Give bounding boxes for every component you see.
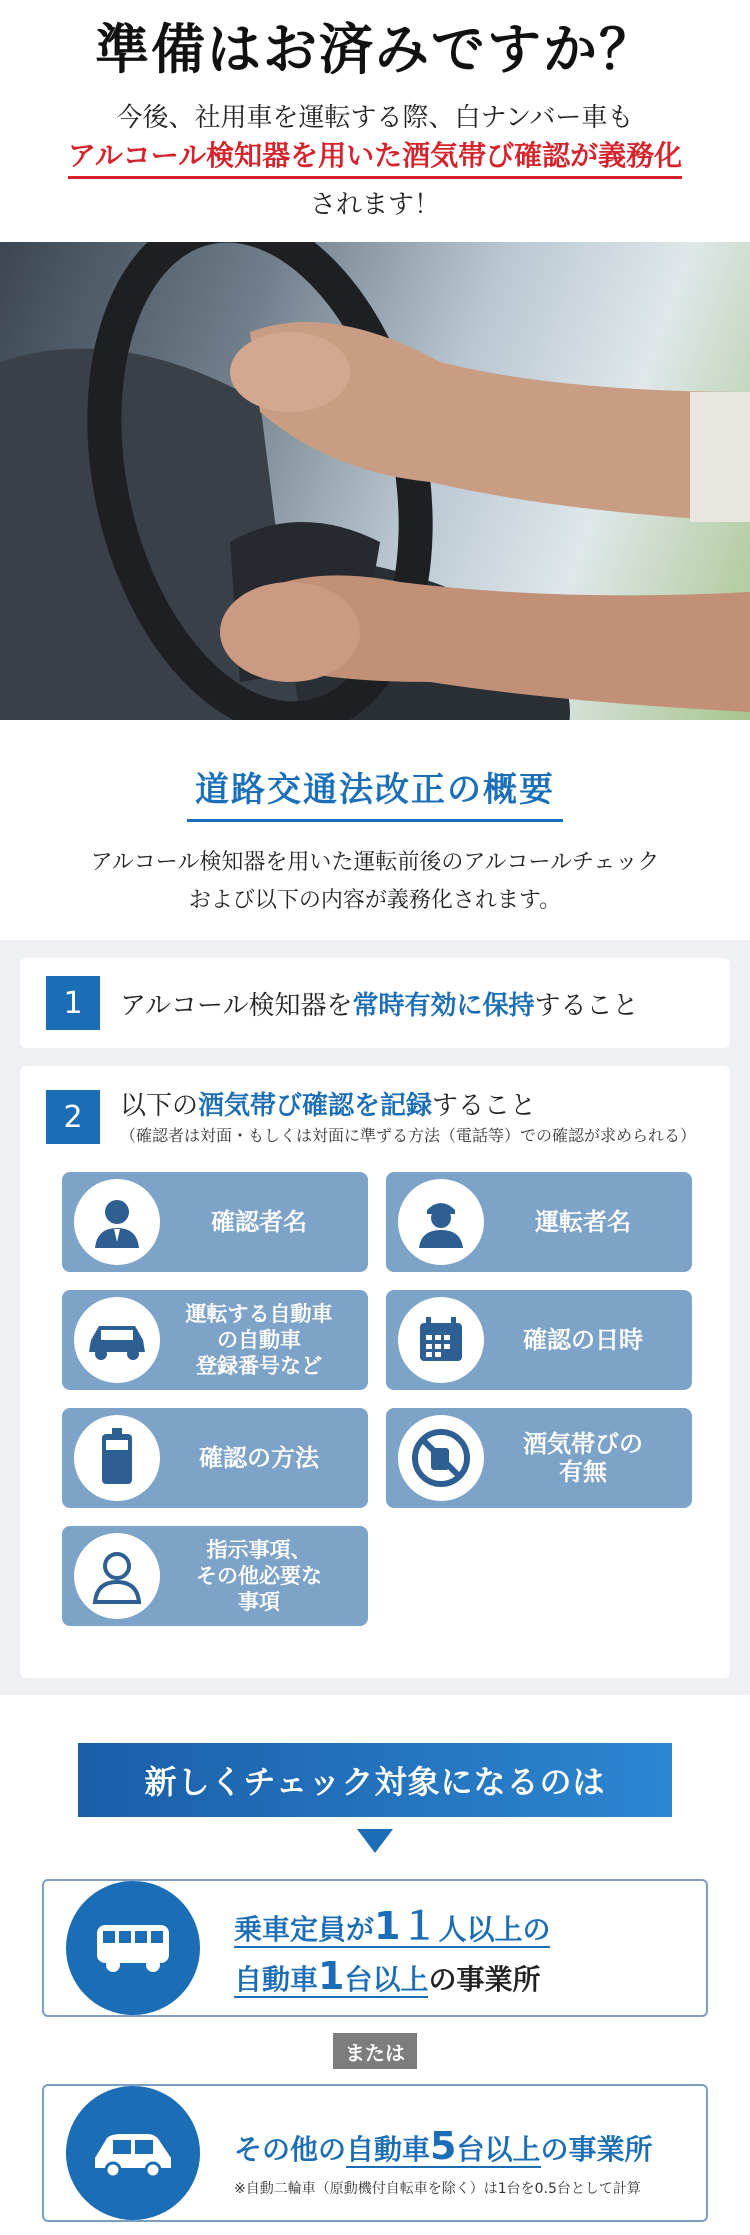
record-label-alcohol-presence bbox=[484, 1430, 692, 1486]
record-item-confirmer bbox=[62, 1172, 368, 1272]
record-label-driver: 運転者名 bbox=[535, 1208, 631, 1236]
requirement-2-post: すること bbox=[432, 1091, 537, 1121]
requirement-1-pre: アルコール検知器を bbox=[120, 990, 353, 1021]
record-alcohol-line-1: 酒気帯びの bbox=[523, 1430, 643, 1458]
target-banner: 新しくチェック対象になるのは bbox=[78, 1743, 672, 1817]
bus-icon bbox=[66, 1881, 200, 2015]
down-arrow-icon bbox=[357, 1829, 393, 1853]
condition-2-a4: 台以上 bbox=[456, 2133, 541, 2166]
requirement-1-card bbox=[20, 958, 730, 1048]
requirement-2-emphasis: 酒気帯び確認を記録 bbox=[198, 1091, 433, 1121]
record-alcohol-line-2: 有無 bbox=[559, 1458, 607, 1486]
condition-1-a3: 人以上の bbox=[438, 1913, 551, 1946]
requirement-1-text bbox=[120, 985, 638, 1022]
record-vehicle-line-2: の自動車 bbox=[217, 1328, 301, 1352]
target-condition-1 bbox=[42, 1879, 708, 2017]
car-icon bbox=[66, 2086, 200, 2220]
hero-highlight-line: アルコール検知器を用いた酒気帯び確認が義務化 bbox=[68, 136, 682, 179]
requirements-section bbox=[0, 940, 750, 1695]
hero-title: 準備はお済みですか？ bbox=[95, 18, 655, 81]
condition-1-line-1 bbox=[234, 1904, 551, 1948]
no-alcohol-icon bbox=[398, 1415, 484, 1501]
condition-2-a1: その他の bbox=[234, 2133, 347, 2166]
overview-title: 道路交通法改正の概要 bbox=[187, 762, 563, 822]
condition-2-count: 5 bbox=[430, 2124, 457, 2168]
requirement-2-text bbox=[120, 1090, 696, 1122]
requirement-1-post: すること bbox=[534, 990, 639, 1021]
overview-section bbox=[0, 720, 750, 940]
condition-2-a5: の事業所 bbox=[540, 2133, 653, 2166]
requirement-2-note: （確認者は対面・もしくは対面に準ずる方法（電話等）での確認が求められる） bbox=[120, 1126, 697, 1145]
hero-line-1: 今後、社用車を運転する際、白ナンバー車も bbox=[116, 103, 634, 133]
condition-1-line-2a bbox=[234, 1954, 429, 1998]
condition-1-b4: の事業所 bbox=[428, 1963, 541, 1996]
requirement-1-emphasis: 常時有効に保持 bbox=[352, 990, 535, 1021]
overview-desc-line-1: アルコール検知器を用いた運転前後のアルコールチェック bbox=[90, 850, 660, 875]
requirement-1-number: 1 bbox=[46, 976, 100, 1030]
hero-line-3: されます！ bbox=[309, 190, 440, 220]
record-item-datetime bbox=[386, 1290, 692, 1390]
record-item-method bbox=[62, 1408, 368, 1508]
car-icon bbox=[74, 1297, 160, 1383]
record-instructions-line-2: その他必要な bbox=[196, 1564, 322, 1588]
target-condition-2-text bbox=[234, 2124, 653, 2172]
overview-desc-line-2: および以下の内容が義務化されます。 bbox=[188, 888, 562, 913]
requirement-2-header bbox=[46, 1090, 704, 1148]
condition-1-capacity: 1１ bbox=[374, 1904, 439, 1948]
record-item-driver bbox=[386, 1172, 692, 1272]
target-condition-2-note: ※自動二輪車（原動機付自転車を除く）は1台を0.5台として計算 bbox=[234, 2181, 641, 2197]
condition-1-b1: 自動車 bbox=[234, 1963, 319, 1996]
hero-section bbox=[0, 0, 750, 242]
condition-2-a2: 自動車 bbox=[346, 2133, 431, 2166]
requirement-2-card bbox=[20, 1066, 730, 1678]
condition-2-underline bbox=[346, 2124, 541, 2168]
target-section bbox=[0, 1695, 750, 2235]
record-label-confirmer: 確認者名 bbox=[211, 1208, 307, 1236]
record-instructions-line-1: 指示事項、 bbox=[206, 1538, 312, 1562]
breathalyzer-icon bbox=[74, 1415, 160, 1501]
requirement-2-title bbox=[120, 1090, 696, 1148]
requirement-2-number: 2 bbox=[46, 1090, 100, 1144]
target-condition-1-text bbox=[234, 1903, 550, 2003]
record-item-instructions bbox=[62, 1526, 368, 1626]
calendar-icon bbox=[398, 1297, 484, 1383]
confirmer-person-icon bbox=[74, 1179, 160, 1265]
or-badge: または bbox=[333, 2033, 417, 2069]
record-label-instructions bbox=[160, 1537, 368, 1615]
condition-1-count: 1 bbox=[318, 1954, 345, 1998]
record-label-vehicle-number bbox=[160, 1301, 368, 1379]
record-vehicle-line-3: 登録番号など bbox=[196, 1354, 322, 1378]
overview-description bbox=[0, 844, 750, 920]
condition-1-a1: 乗車定員が bbox=[234, 1913, 375, 1946]
record-label-method: 確認の方法 bbox=[199, 1444, 319, 1472]
target-condition-2 bbox=[42, 2084, 708, 2222]
driver-person-icon bbox=[398, 1179, 484, 1265]
record-items-grid bbox=[46, 1172, 704, 1642]
instructor-person-icon bbox=[74, 1533, 160, 1619]
steering-wheel-hands-illustration bbox=[0, 242, 750, 720]
condition-1-b3: 台以上 bbox=[344, 1963, 429, 1996]
driving-photo bbox=[0, 242, 750, 720]
record-vehicle-line-1: 運転する自動車 bbox=[185, 1302, 333, 1326]
requirement-2-pre: 以下の bbox=[120, 1091, 199, 1121]
record-instructions-line-3: 事項 bbox=[238, 1590, 280, 1614]
record-item-vehicle-number bbox=[62, 1290, 368, 1390]
record-label-datetime: 確認の日時 bbox=[523, 1326, 643, 1354]
record-item-alcohol-presence bbox=[386, 1408, 692, 1508]
